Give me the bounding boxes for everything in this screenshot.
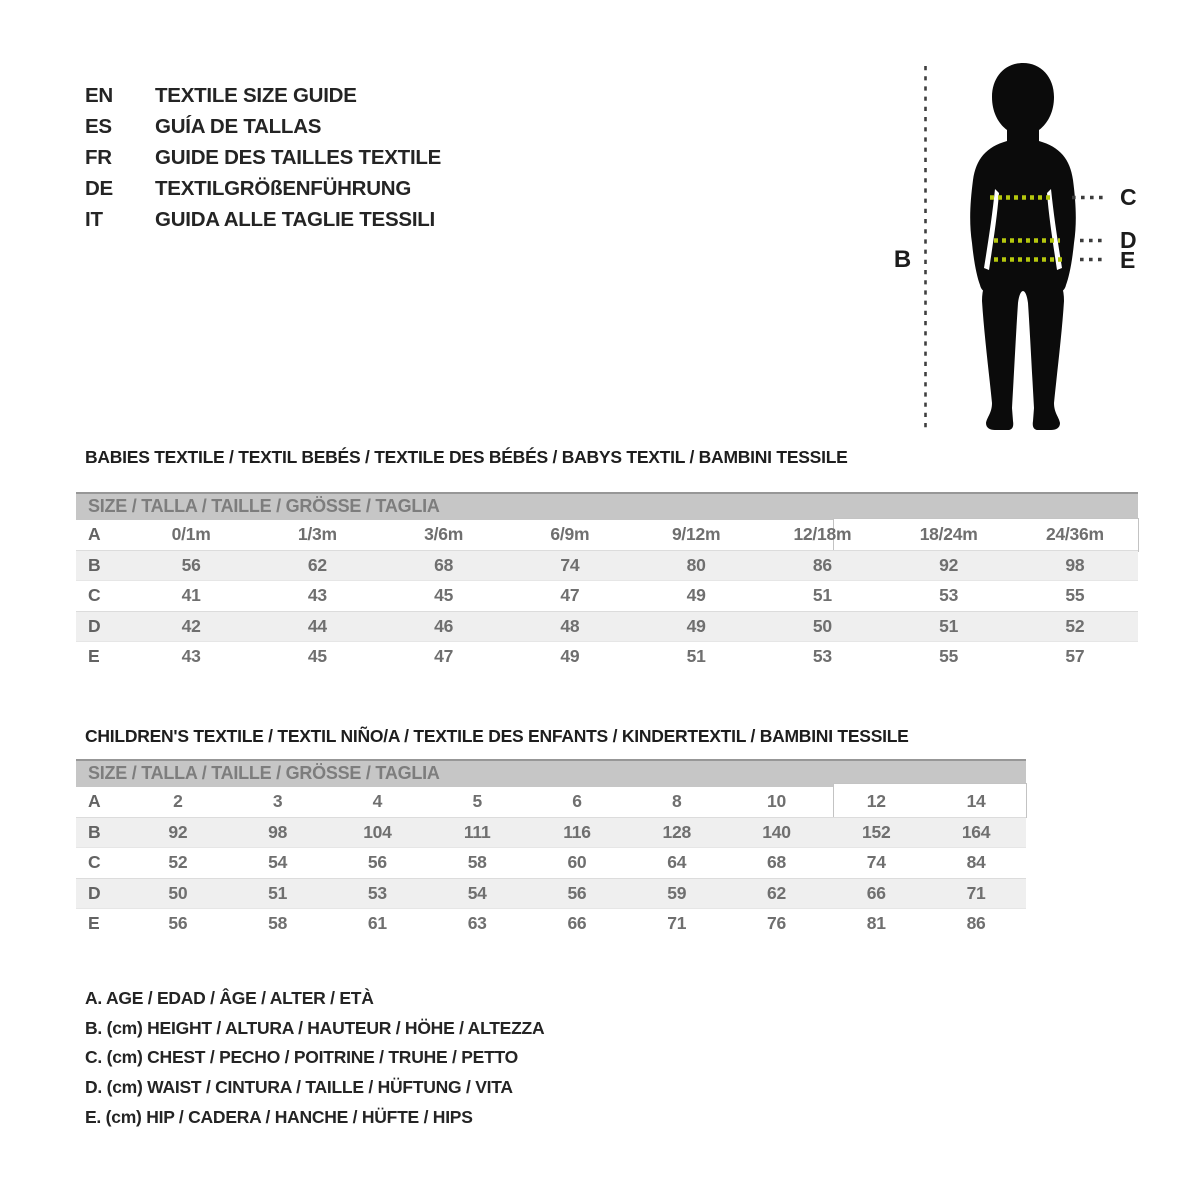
size-cell: 63 bbox=[467, 913, 487, 933]
row-label: B bbox=[76, 817, 128, 848]
size-cell: 43 bbox=[307, 585, 327, 605]
size-cell: 24/36m bbox=[1045, 524, 1104, 544]
row-label: C bbox=[88, 585, 101, 605]
size-cell: 47 bbox=[434, 646, 454, 666]
size-cell: 66 bbox=[826, 878, 926, 909]
size-cell: 55 bbox=[939, 646, 959, 666]
size-cell: 152 bbox=[826, 817, 926, 848]
size-cell: 42 bbox=[128, 611, 254, 642]
legend-item: A. AGE / EDAD / ÂGE / ALTER / ETÀ bbox=[85, 988, 374, 1008]
language-code: EN bbox=[85, 84, 113, 107]
language-code: DE bbox=[85, 177, 113, 200]
row-label: C bbox=[88, 852, 101, 872]
size-cell: 44 bbox=[254, 611, 380, 642]
language-code: ES bbox=[85, 115, 112, 138]
size-cell: 45 bbox=[307, 646, 327, 666]
size-cell: 68 bbox=[766, 852, 786, 872]
row-label: B bbox=[76, 550, 128, 581]
waist-label: D bbox=[1120, 227, 1137, 253]
language-row bbox=[85, 142, 441, 173]
babies-size-header-bar: SIZE / TALLA / TAILLE / GRÖSSE / TAGLIA bbox=[76, 492, 1138, 520]
size-cell: 54 bbox=[427, 878, 527, 909]
row-label: A bbox=[88, 791, 101, 811]
size-cell: 53 bbox=[939, 585, 959, 605]
size-cell: 98 bbox=[1012, 550, 1138, 581]
size-cell: 66 bbox=[567, 913, 587, 933]
size-cell: 10 bbox=[766, 791, 786, 811]
size-cell: 54 bbox=[268, 852, 288, 872]
size-cell: 48 bbox=[507, 611, 633, 642]
size-cell: 14 bbox=[966, 791, 986, 811]
chest-label: C bbox=[1120, 184, 1137, 210]
size-cell: 51 bbox=[812, 585, 832, 605]
measurement-legend bbox=[85, 984, 544, 1132]
size-cell: 56 bbox=[168, 913, 188, 933]
row-label: A bbox=[88, 524, 101, 544]
size-cell: 12/18m bbox=[793, 524, 852, 544]
child-silhouette bbox=[970, 63, 1076, 430]
guide-title: GUIDA ALLE TAGLIE TESSILI bbox=[155, 208, 435, 231]
size-cell: 60 bbox=[567, 852, 587, 872]
size-cell: 80 bbox=[633, 550, 759, 581]
size-cell: 53 bbox=[328, 878, 428, 909]
language-row bbox=[85, 204, 441, 235]
size-cell: 12 bbox=[866, 791, 886, 811]
size-cell: 111 bbox=[427, 817, 527, 848]
legend-item: C. (cm) CHEST / PECHO / POITRINE / TRUHE / PETTO bbox=[85, 1047, 519, 1068]
size-cell: 62 bbox=[254, 550, 380, 581]
child-silhouette-figure bbox=[880, 55, 1170, 440]
size-cell: 4 bbox=[372, 791, 383, 811]
guide-title: GUIDE DES TAILLES TEXTILE bbox=[155, 146, 442, 169]
size-table-row bbox=[76, 550, 1138, 581]
size-cell: 59 bbox=[627, 878, 727, 909]
size-cell: 2 bbox=[173, 791, 183, 811]
language-row bbox=[85, 173, 441, 204]
size-cell: 51 bbox=[228, 878, 328, 909]
legend-item: B. (cm) HEIGHT / ALTURA / HAUTEUR / HÖHE / ALTEZZA bbox=[85, 1017, 545, 1038]
size-cell: 49 bbox=[633, 611, 759, 642]
size-cell: 76 bbox=[766, 913, 786, 933]
size-cell: 9/12m bbox=[671, 524, 721, 544]
guide-title: GUÍA DE TALLAS bbox=[155, 115, 322, 138]
size-table-row bbox=[76, 817, 1026, 848]
size-table-row bbox=[76, 848, 1026, 879]
size-cell: 56 bbox=[128, 550, 254, 581]
size-cell: 45 bbox=[434, 585, 454, 605]
size-cell: 6/9m bbox=[550, 524, 590, 544]
size-cell: 86 bbox=[759, 550, 885, 581]
size-cell: 55 bbox=[1065, 585, 1085, 605]
size-cell: 61 bbox=[367, 913, 387, 933]
language-row bbox=[85, 111, 441, 142]
hip-label: E bbox=[1120, 247, 1136, 273]
language-code: FR bbox=[85, 146, 112, 169]
size-cell: 84 bbox=[966, 852, 986, 872]
size-cell: 50 bbox=[759, 611, 885, 642]
size-cell: 51 bbox=[686, 646, 706, 666]
size-cell: 46 bbox=[381, 611, 507, 642]
size-table-row bbox=[76, 787, 1026, 817]
size-cell: 140 bbox=[727, 817, 827, 848]
size-cell: 116 bbox=[527, 817, 627, 848]
size-cell: 52 bbox=[1012, 611, 1138, 642]
size-cell: 49 bbox=[686, 585, 706, 605]
height-label: B bbox=[893, 246, 911, 273]
row-label: E bbox=[88, 646, 100, 666]
size-cell: 92 bbox=[886, 550, 1012, 581]
size-cell: 6 bbox=[572, 791, 582, 811]
size-cell: 68 bbox=[381, 550, 507, 581]
guide-title: TEXTILE SIZE GUIDE bbox=[155, 84, 357, 107]
children-size-header-bar: SIZE / TALLA / TAILLE / GRÖSSE / TAGLIA bbox=[76, 759, 1026, 787]
size-cell: 5 bbox=[472, 791, 482, 811]
babies-section-title: BABIES TEXTILE / TEXTIL BEBÉS / TEXTILE DES BÉBÉS / BABYS TEXTIL / BAMBINI TESSILE bbox=[85, 447, 848, 467]
children-size-table bbox=[76, 759, 1026, 939]
children-section-title: CHILDREN'S TEXTILE / TEXTIL NIÑO/A / TEXTILE DES ENFANTS / KINDERTEXTIL / BAMBINI TESSILE bbox=[85, 726, 909, 746]
size-cell: 47 bbox=[560, 585, 580, 605]
size-cell: 41 bbox=[181, 585, 201, 605]
language-code: IT bbox=[85, 208, 103, 231]
size-cell: 92 bbox=[128, 817, 228, 848]
size-cell: 74 bbox=[507, 550, 633, 581]
size-cell: 128 bbox=[627, 817, 727, 848]
size-table-row bbox=[76, 581, 1138, 612]
size-cell: 43 bbox=[181, 646, 201, 666]
row-label: D bbox=[76, 878, 128, 909]
size-cell: 64 bbox=[667, 852, 687, 872]
guide-title: TEXTILGRÖßENFÜHRUNG bbox=[155, 177, 412, 200]
size-cell: 8 bbox=[671, 791, 682, 811]
legend-item: E. (cm) HIP / CADERA / HANCHE / HÜFTE / HIPS bbox=[85, 1106, 473, 1127]
size-cell: 71 bbox=[667, 913, 687, 933]
size-cell: 58 bbox=[268, 913, 288, 933]
size-cell: 98 bbox=[228, 817, 328, 848]
size-table-row bbox=[76, 878, 1026, 909]
language-title-list bbox=[85, 80, 441, 235]
size-cell: 56 bbox=[367, 852, 387, 872]
legend-item: D. (cm) WAIST / CINTURA / TAILLE / HÜFTUNG / VITA bbox=[85, 1077, 513, 1098]
size-cell: 74 bbox=[866, 852, 886, 872]
size-cell: 0/1m bbox=[171, 524, 211, 544]
size-cell: 57 bbox=[1065, 646, 1085, 666]
size-cell: 71 bbox=[926, 878, 1026, 909]
size-cell: 56 bbox=[527, 878, 627, 909]
size-cell: 18/24m bbox=[919, 524, 978, 544]
size-cell: 53 bbox=[812, 646, 832, 666]
size-cell: 104 bbox=[328, 817, 428, 848]
babies-size-grid bbox=[76, 520, 1138, 672]
size-table-row bbox=[76, 520, 1138, 550]
size-cell: 49 bbox=[560, 646, 580, 666]
size-table-row bbox=[76, 909, 1026, 939]
size-cell: 51 bbox=[886, 611, 1012, 642]
size-cell: 3 bbox=[272, 791, 283, 811]
language-row bbox=[85, 80, 441, 111]
babies-size-table bbox=[76, 492, 1138, 672]
size-cell: 1/3m bbox=[297, 524, 337, 544]
size-cell: 164 bbox=[926, 817, 1026, 848]
size-cell: 58 bbox=[467, 852, 487, 872]
size-cell: 86 bbox=[966, 913, 986, 933]
size-cell: 3/6m bbox=[424, 524, 464, 544]
size-table-row bbox=[76, 611, 1138, 642]
size-cell: 50 bbox=[128, 878, 228, 909]
children-size-grid bbox=[76, 787, 1026, 939]
size-table-row bbox=[76, 642, 1138, 672]
size-cell: 62 bbox=[727, 878, 827, 909]
size-cell: 52 bbox=[168, 852, 188, 872]
size-cell: 81 bbox=[866, 913, 886, 933]
row-label: D bbox=[76, 611, 128, 642]
row-label: E bbox=[88, 913, 100, 933]
